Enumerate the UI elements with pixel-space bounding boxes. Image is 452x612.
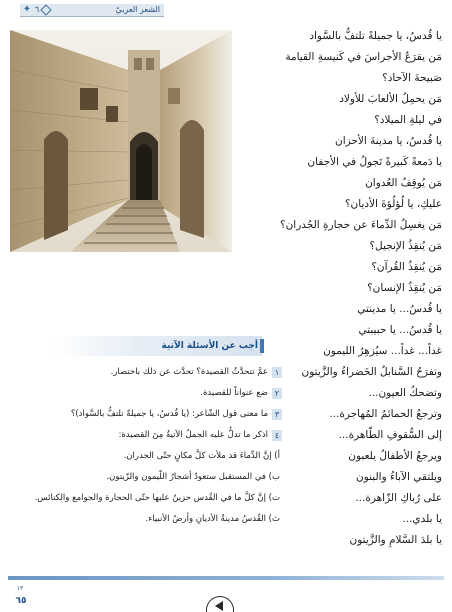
question-number: ٤ — [272, 430, 282, 441]
poem-line: يا بلدَ السَّلامِ والزَّيتون — [349, 534, 442, 546]
poem-line: يا قُدسُ... يا حبيبتي — [358, 324, 442, 336]
question-text: اذكر ما تدلُّ عليه الجملُ الآتيةُ مِنَ القصيدة: — [118, 430, 268, 440]
poem-line: مَن يُنقِذُ الإنسان؟ — [367, 282, 442, 294]
poem-line: عليكِ، يا لُؤلُؤةَ الأديان؟ — [344, 198, 442, 210]
heading-marker — [260, 339, 264, 353]
poem-line: ويرجعُ الأطفالُ يلعبون — [348, 450, 442, 462]
poem-line: وتضحكُ العيون... — [368, 387, 442, 399]
question-number: ٣ — [272, 409, 282, 420]
jerusalem-alley-photo — [10, 30, 232, 252]
poem-line: وترجعُ الحمائمُ المُهاجرة... — [329, 408, 442, 420]
poem-line: مَن يُنقِذُ الإنجيل؟ — [369, 240, 442, 252]
poem-line: يا دَمعةً كَبيرةً تَجولُ في الأجفان — [307, 156, 442, 168]
poem-line: مَن يغسِلُ الدِّماءَ عن حجارةِ الجُدران؟ — [280, 219, 442, 231]
poem-line: يا قُدسُ... يا مدينتي — [357, 303, 442, 315]
question-item — [18, 425, 282, 446]
triangle-left-icon — [215, 601, 223, 611]
option-item: ث) القُدسُ مدينةُ الأديانِ وأرضُ الأنبياء. — [145, 514, 280, 524]
previous-page-button[interactable] — [206, 596, 234, 612]
question-text: ضع عنواناً للقصيدة. — [200, 388, 268, 398]
question-number: ١ — [272, 367, 282, 378]
poem-line: يا قُدسُ، يا مدينةَ الأحزان — [334, 135, 442, 147]
poem-line: غداً... غداً... سيُزهِرُ الليمون — [323, 345, 442, 357]
poem-line: إلى السُّقوفِ الطّاهرة... — [338, 429, 442, 441]
poem-line: مَن يُوقِفُ العُدوان — [365, 177, 442, 189]
page-number: ٦٥ — [15, 596, 27, 606]
poem-line: مَن يحمِلُ الألعابَ للأولاد — [339, 93, 442, 105]
question-item — [18, 404, 282, 425]
option-item: ت) إنَّ كلَّ ما في القُدس حزينٌ عليها حتّى الحجارة والجوامع والكنائس. — [34, 493, 280, 503]
poem-text — [262, 26, 442, 551]
poem-line: يا بلدي... — [402, 513, 442, 525]
question-text: ما معنى قول الشّاعر: (يا قُدسُ، يا جميلةً تلتفُّ بالسَّواد)؟ — [70, 409, 268, 419]
option-item: ب) في المستقبل ستعودُ أشجارُ اللّيمون والزّيتون. — [106, 472, 280, 482]
footer-bar — [8, 576, 444, 580]
poem-line: ويلتقي الآباءُ والبنون — [356, 471, 442, 483]
section-title: الشعر العربيّ — [115, 5, 160, 14]
poem-line: مَن يُنقِذُ القُرآن؟ — [371, 261, 442, 273]
option-item: أ) إنَّ الدِّماءَ قد ملأت كلَّ مكانٍ حتّى الجدران. — [123, 451, 280, 461]
question-item — [18, 362, 282, 383]
questions-heading: أجب عن الأسئلة الآتية — [161, 341, 258, 351]
questions-list — [18, 362, 282, 446]
corner-ornament-icon: ✦ — [22, 4, 32, 15]
section-number: ٦ — [34, 5, 40, 14]
page-mark: ١٣ — [16, 585, 24, 592]
answer-options-list — [18, 446, 280, 530]
poem-line: يا قُدسُ، يا جميلةً تلتفُّ بالسَّواد — [309, 30, 442, 42]
question-item — [18, 383, 282, 404]
poem-line: وتفرَحُ السَّنابلُ الخَضراءُ والزَّيتون — [301, 366, 442, 378]
poem-line: صَبيحةَ الآحاد؟ — [382, 72, 442, 84]
poem-line: مَن يقرَعُ الأجراسَ في كَنيسةِ القيامة — [285, 51, 442, 63]
question-text: عمَّ تتحدَّثُ القصيدة؟ تحدَّث عن ذلك باختصار. — [110, 367, 268, 377]
question-number: ٢ — [272, 388, 282, 399]
poem-line: على رُباكِ الزّاهرة... — [355, 492, 442, 504]
poem-line: في ليلةِ الميلاد؟ — [374, 114, 442, 126]
